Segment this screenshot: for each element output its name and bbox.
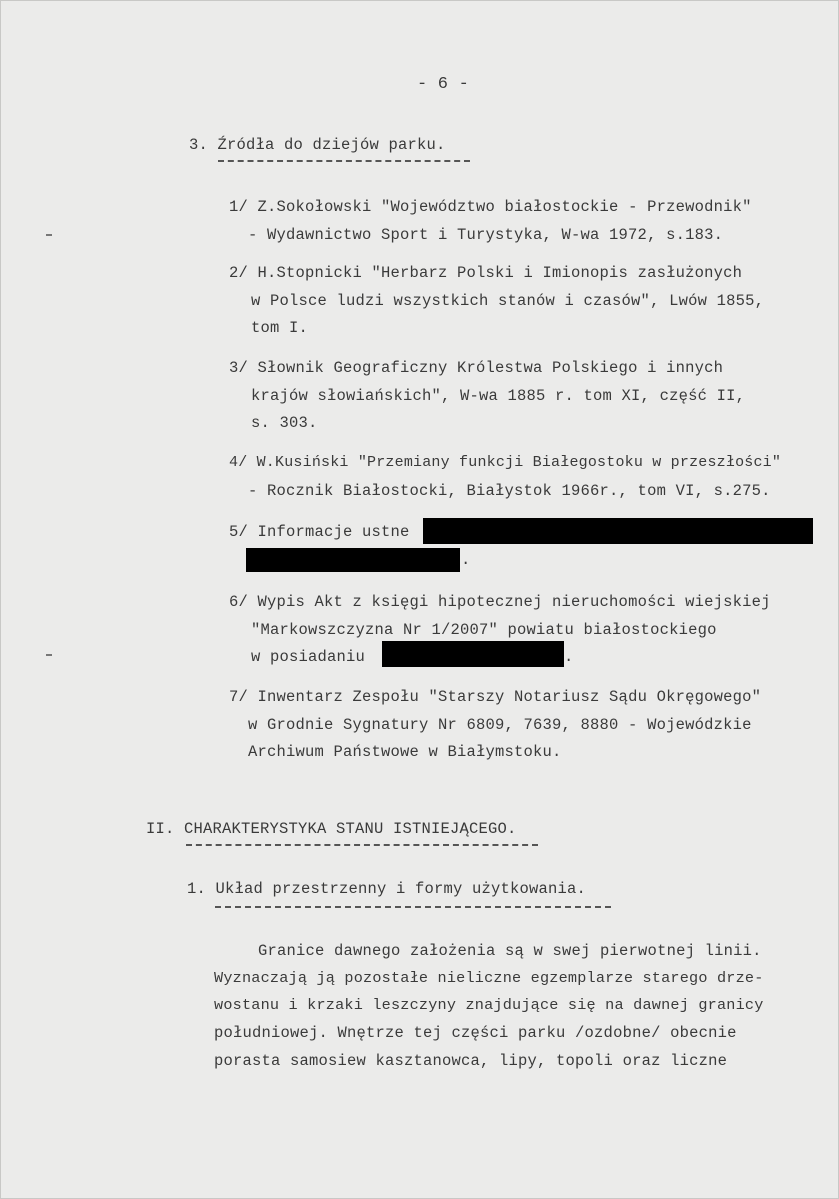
page-number: - 6 - xyxy=(417,75,470,94)
margin-mark xyxy=(46,234,52,236)
paragraph-line-3: wostanu i krzaki leszczyny znajdujące się na dawnej granicy xyxy=(214,996,764,1014)
subsection-1-heading: 1. Układ przestrzenny i formy użytkowania. xyxy=(187,880,587,898)
source-3-line-2: krajów słowiańskich", W-wa 1885 r. tom XI, część II, xyxy=(251,387,746,405)
source-2-line-1: 2/ H.Stopnicki "Herbarz Polski i Imionopis zasłużonych xyxy=(229,264,743,282)
source-7-line-1: 7/ Inwentarz Zespołu "Starszy Notariusz Sądu Okręgowego" xyxy=(229,688,762,706)
source-6-line-3: w posiadaniu xyxy=(251,648,366,666)
chapter-2-heading: II. CHARAKTERYSTYKA STANU ISTNIEJĄCEGO. xyxy=(146,820,517,838)
paragraph-line-4: południowej. Wnętrze tej części parku /ozdobne/ obecnie xyxy=(214,1024,737,1042)
source-2-line-2: w Polsce ludzi wszystkich stanów i czasów", Lwów 1855, xyxy=(251,292,765,310)
source-1-line-1: 1/ Z.Sokołowski "Województwo białostockie - Przewodnik" xyxy=(229,198,752,216)
source-7-line-2: w Grodnie Sygnatury Nr 6809, 7639, 8880 - Wojewódzkie xyxy=(248,716,752,734)
source-4-line-2: - Rocznik Białostocki, Białystok 1966r., tom VI, s.275. xyxy=(248,482,771,500)
redaction-box xyxy=(423,518,813,544)
source-7-line-3: Archiwum Państwowe w Białymstoku. xyxy=(248,743,562,761)
heading-underline xyxy=(215,906,611,908)
source-5-line-2: . xyxy=(461,551,471,569)
redaction-box xyxy=(246,548,460,572)
heading-underline xyxy=(186,844,538,846)
section-3-heading: 3. Źródła do dziejów parku. xyxy=(189,136,446,154)
source-5-line-1: 5/ Informacje ustne xyxy=(229,523,410,541)
paragraph-line-2: Wyznaczają ją pozostałe nieliczne egzemplarze starego drze- xyxy=(214,969,764,987)
paragraph-line-5: porasta samosiew kasztanowca, lipy, topoli oraz liczne xyxy=(214,1052,728,1070)
redaction-box xyxy=(382,641,564,667)
source-2-line-3: tom I. xyxy=(251,319,309,337)
margin-mark xyxy=(46,654,52,656)
source-3-line-3: s. 303. xyxy=(251,414,318,432)
source-6-line-1: 6/ Wypis Akt z księgi hipotecznej nieruchomości wiejskiej xyxy=(229,593,771,611)
source-1-line-2: - Wydawnictwo Sport i Turystyka, W-wa 1972, s.183. xyxy=(248,226,724,244)
source-6-line-4: . xyxy=(564,648,574,666)
heading-underline xyxy=(218,160,470,162)
source-3-line-1: 3/ Słownik Geograficzny Królestwa Polskiego i innych xyxy=(229,359,724,377)
source-4-line-1: 4/ W.Kusiński "Przemiany funkcji Białegostoku w przeszłości" xyxy=(229,454,782,471)
paragraph-line-1: Granice dawnego założenia są w swej pierwotnej linii. xyxy=(258,942,762,960)
source-6-line-2: "Markowszczyzna Nr 1/2007" powiatu białostockiego xyxy=(251,621,717,639)
